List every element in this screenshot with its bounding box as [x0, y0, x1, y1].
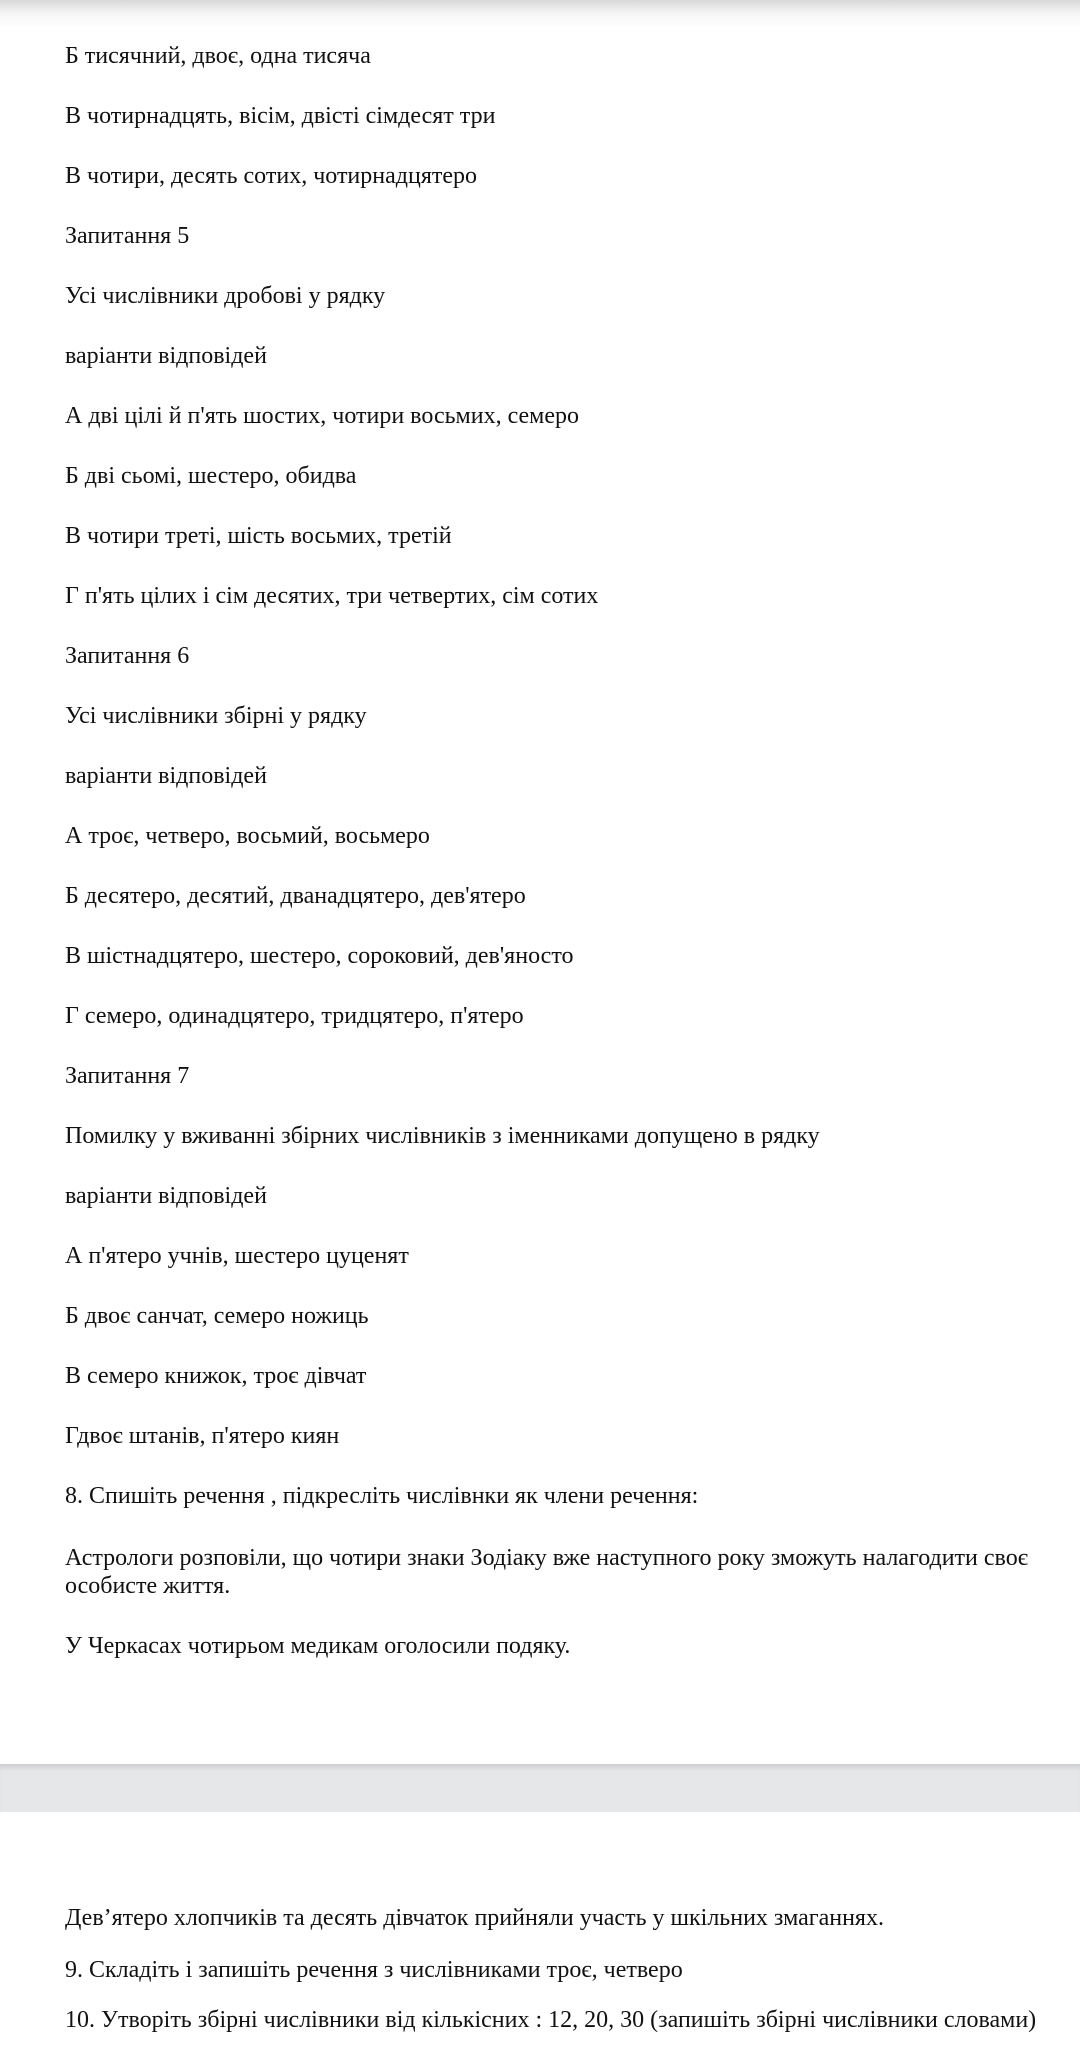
document-page-1	[0, 28, 1080, 1764]
answer-options-label: варіанти відповідей	[65, 763, 267, 789]
page-separator	[0, 1764, 1080, 1812]
question-text-6: Усі числівники збірні у рядку	[65, 703, 367, 729]
answer-option-v: В чотири, десять сотих, чотирнадцятеро	[65, 163, 478, 189]
task-10-instruction: 10. Утворіть збірні числівники від кількісних : 12, 20, 30 (запишіть збірні числівники словами)	[65, 2007, 1037, 2033]
task-8-sentence-1: Астрологи розповіли, що чотири знаки Зодіаку вже наступного року зможуть налагодити своє особисте життя.	[65, 1545, 1029, 1599]
answer-option-b: Б тисячний, двоє, одна тисяча	[65, 43, 371, 69]
answer-options-label: варіанти відповідей	[65, 343, 267, 369]
answer-option-a: А дві цілі й п'ять шостих, чотири восьмих, семеро	[65, 403, 580, 429]
question-heading-5: Запитання 5	[65, 223, 190, 249]
document-page-2	[0, 1812, 1080, 2048]
answer-option-b: Б двоє санчат, семеро ножиць	[65, 1303, 369, 1329]
question-heading-6: Запитання 6	[65, 643, 190, 669]
task-8-instruction: 8. Спишіть речення , підкресліть числівнки як члени речення:	[65, 1483, 699, 1509]
answer-option-v: В семеро книжок, троє дівчат	[65, 1363, 367, 1389]
answer-option-a: А п'ятеро учнів, шестеро цуценят	[65, 1243, 409, 1269]
answer-option-b: Б дві сьомі, шестеро, обидва	[65, 463, 357, 489]
answer-option-v: В чотирнадцять, вісім, двісті сімдесят три	[65, 103, 496, 129]
page-top-shadow	[0, 0, 1080, 28]
task-8-sentence-2: У Черкасах чотирьом медикам оголосили подяку.	[65, 1633, 571, 1659]
answer-option-g: Г семеро, одинадцятеро, тридцятеро, п'ятеро	[65, 1003, 524, 1029]
question-text-7: Помилку у вживанні збірних числівників з іменниками допущено в рядку	[65, 1123, 820, 1149]
answer-option-g: Гдвоє штанів, п'ятеро киян	[65, 1423, 340, 1449]
answer-option-a: А троє, четверо, восьмий, восьмеро	[65, 823, 430, 849]
answer-option-b: Б десятеро, десятий, дванадцятеро, дев'ятеро	[65, 883, 526, 909]
task-8-sentence-3: Дев’ятеро хлопчиків та десять дівчаток прийняли участь у шкільних змаганнях.	[65, 1905, 884, 1931]
answer-option-v: В шістнадцятеро, шестеро, сороковий, дев'яносто	[65, 943, 574, 969]
answer-option-v: В чотири треті, шість восьмих, третій	[65, 523, 452, 549]
question-heading-7: Запитання 7	[65, 1063, 190, 1089]
question-text-5: Усі числівники дробові у рядку	[65, 283, 386, 309]
task-9-instruction: 9. Складіть і запишіть речення з числівниками троє, четверо	[65, 1957, 683, 1983]
answer-options-label: варіанти відповідей	[65, 1183, 267, 1209]
answer-option-g: Г п'ять цілих і сім десятих, три четвертих, сім сотих	[65, 583, 599, 609]
